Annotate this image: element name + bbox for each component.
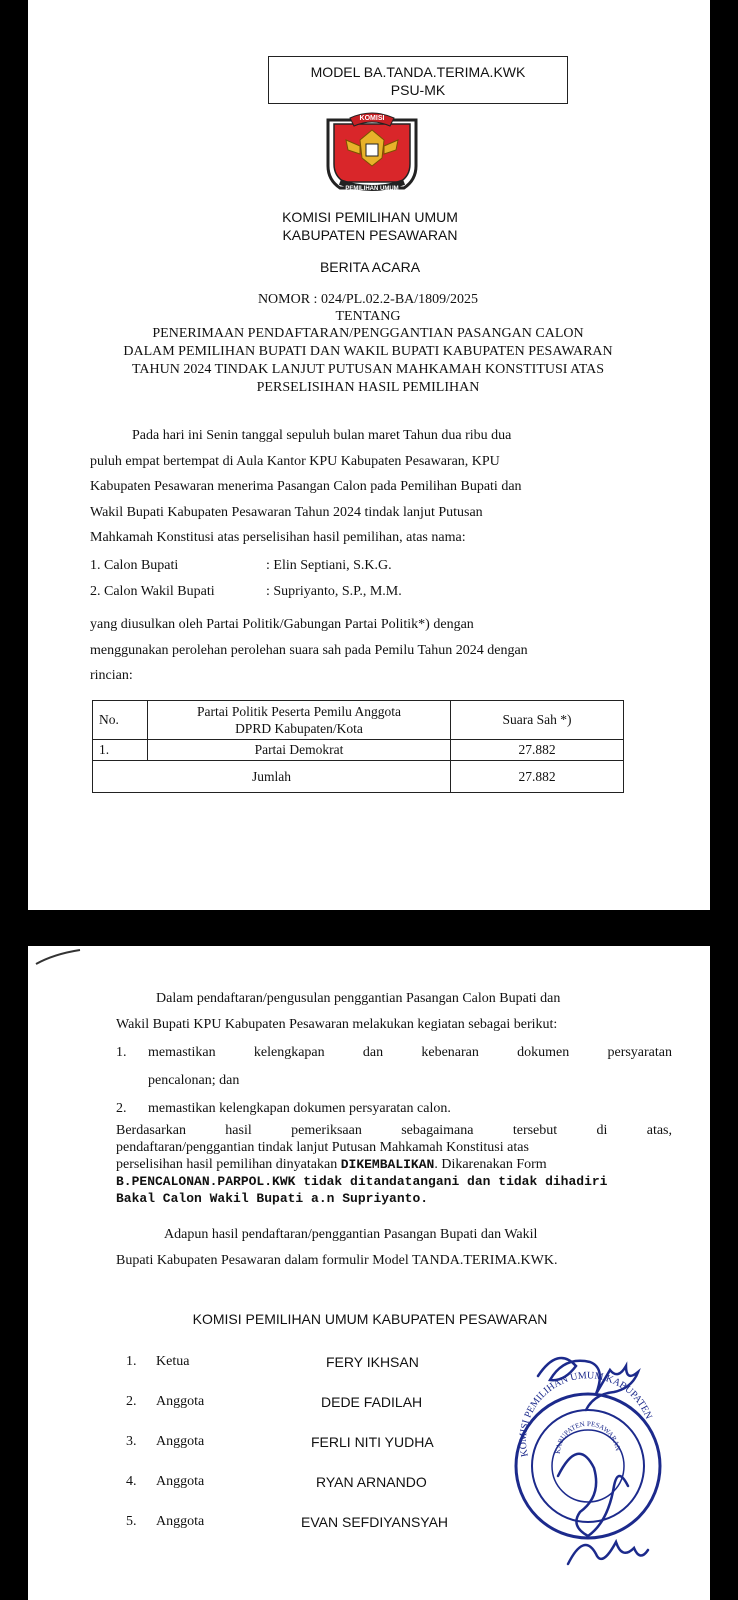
candidate-list — [90, 553, 646, 604]
stamp-inner-text — [554, 1420, 622, 1454]
candidate-row — [90, 553, 646, 579]
paragraph-line — [116, 1156, 672, 1173]
paragraph-line: Kabupaten Pesawaran menerima Pasangan Calon pada Pemilihan Bupati dan — [90, 479, 522, 494]
document-page-2 — [28, 946, 710, 1600]
member-row — [126, 1394, 506, 1434]
row-no: 1. — [93, 740, 148, 761]
list-item-number: 2. — [116, 1100, 127, 1116]
member-name: FERLI NITI YUDHA — [311, 1434, 434, 1450]
row-party: Partai Demokrat — [148, 740, 451, 761]
list-item — [116, 1096, 672, 1122]
activity-intro — [116, 986, 672, 1037]
stamp-inner-textpath: KABUPATEN PESAWARAN — [553, 1419, 622, 1455]
result-text: perselisihan hasil pemilihan dinyatakan — [116, 1157, 341, 1172]
list-item-continuation: pencalonan; dan — [148, 1072, 240, 1088]
member-name: DEDE FADILAH — [321, 1394, 423, 1410]
candidate-name: : Supriyanto, S.P., M.M. — [266, 583, 402, 599]
paragraph-line: Adapun hasil pendaftaran/penggantian Pasangan Bupati dan Wakil — [164, 1227, 538, 1242]
subject-line-3: TAHUN 2024 TINDAK LANJUT PUTUSAN MAHKAMAH KONSTITUSI ATAS — [131, 362, 605, 377]
paragraph-line: Dalam pendaftaran/pengusulan penggantian Pasangan Calon Bupati dan — [156, 991, 561, 1006]
result-text: . Dikarenakan Form — [434, 1157, 547, 1172]
list-item — [116, 1040, 672, 1066]
document-title: BERITA ACARA — [319, 259, 421, 275]
header-votes: Suara Sah *) — [451, 701, 624, 740]
total-row — [93, 761, 624, 793]
member-row — [126, 1514, 506, 1554]
kpu-logo — [320, 110, 424, 194]
member-list — [126, 1354, 506, 1554]
logo-bottom-text: PEMILIHAN UMUM — [345, 186, 399, 192]
header-party-line-2: DPRD Kabupaten/Kota — [235, 721, 363, 736]
official-stamp — [498, 1336, 678, 1576]
paragraph-line: Pada hari ini Senin tanggal sepuluh bulan maret Tahun dua ribu dua — [132, 428, 512, 443]
stamp-outer-ring — [516, 1394, 660, 1538]
member-name: RYAN ARNANDO — [316, 1474, 427, 1490]
model-code-box — [268, 56, 568, 104]
paragraph-line: puluh empat bertempat di Aula Kantor KPU Kabupaten Pesawaran, KPU — [90, 453, 500, 469]
candidate-name: : Elin Septiani, S.K.G. — [266, 558, 392, 573]
member-signature — [568, 1542, 648, 1564]
total-label: Jumlah — [93, 761, 451, 793]
document-number: NOMOR : 024/PL.02.2-BA/1809/2025 — [257, 292, 479, 307]
activity-list — [116, 1040, 672, 1121]
paragraph-line: Wakil Bupati Kabupaten Pesawaran Tahun 2024 tindak lanjut Putusan — [90, 504, 483, 520]
member-row — [126, 1354, 506, 1394]
candidate-role: 1. Calon Bupati — [90, 558, 179, 573]
member-number: 3. — [126, 1434, 137, 1449]
document-page-1 — [28, 0, 710, 910]
table-header-row — [93, 701, 624, 740]
paragraph-line: pendaftaran/penggantian tindak lanjut Putusan Mahkamah Konstitusi atas — [116, 1140, 529, 1155]
subject-line-1: PENERIMAAN PENDAFTARAN/PENGGANTIAN PASANGAN CALON — [152, 326, 584, 341]
member-name: FERY IKHSAN — [326, 1354, 419, 1370]
list-item-number: 1. — [116, 1045, 127, 1060]
member-role: Anggota — [156, 1514, 205, 1529]
member-row — [126, 1474, 506, 1514]
row-votes: 27.882 — [451, 740, 624, 761]
list-item-text: memastikan kelengkapan dokumen persyaratan calon. — [148, 1100, 451, 1116]
model-code: MODEL BA.TANDA.TERIMA.KWK — [310, 64, 526, 80]
pen-mark-icon — [34, 948, 84, 966]
header-no: No. — [93, 701, 148, 740]
tentang-label: TENTANG — [335, 309, 401, 324]
table-row — [93, 740, 624, 761]
document-subject — [68, 325, 668, 397]
commission-name: KOMISI PEMILIHAN UMUM KABUPATEN PESAWARAN — [192, 1311, 548, 1327]
vote-table — [92, 700, 624, 793]
paragraph-line: rincian: — [90, 668, 133, 683]
list-item-text: memastikan kelengkapan dan kebenaran dokumen persyaratan — [148, 1045, 672, 1060]
paragraph-line: B.PENCALONAN.PARPOL.KWK tidak ditandatangani dan tidak dihadiri — [116, 1174, 608, 1189]
total-votes: 27.882 — [451, 761, 624, 793]
member-role: Anggota — [156, 1434, 205, 1449]
logo-top-text: KOMISI — [359, 115, 385, 122]
member-number: 2. — [126, 1394, 137, 1409]
candidate-row — [90, 579, 646, 605]
member-number: 1. — [126, 1354, 137, 1369]
opening-paragraph — [90, 423, 646, 551]
member-row — [126, 1434, 506, 1474]
paragraph-line: menggunakan perolehan perolehan suara sah pada Pemilu Tahun 2024 dengan — [90, 642, 528, 658]
paragraph-line: Bupati Kabupaten Pesawaran dalam formulir Model TANDA.TERIMA.KWK. — [116, 1252, 558, 1268]
paragraph-line: yang diusulkan oleh Partai Politik/Gabungan Partai Politik*) dengan — [90, 617, 474, 632]
model-subcode: PSU-MK — [390, 82, 446, 98]
subject-line-2: DALAM PEMILIHAN BUPATI DAN WAKIL BUPATI KABUPATEN PESAWARAN — [123, 344, 613, 359]
member-number: 5. — [126, 1514, 137, 1529]
member-signature — [558, 1454, 628, 1536]
nomination-paragraph — [90, 612, 646, 689]
org-line-2: KABUPATEN PESAWARAN — [282, 227, 458, 243]
member-role: Anggota — [156, 1394, 205, 1409]
org-header — [170, 208, 570, 244]
member-number: 4. — [126, 1474, 137, 1489]
header-party-line-1: Partai Politik Peserta Pemilu Anggota — [197, 704, 401, 719]
member-role: Ketua — [156, 1354, 190, 1369]
subject-line-4: PERSELISIHAN HASIL PEMILIHAN — [256, 380, 480, 395]
member-role: Anggota — [156, 1474, 205, 1489]
paragraph-line: Bakal Calon Wakil Bupati a.n Supriyanto. — [116, 1191, 429, 1206]
status-returned: DIKEMBALIKAN — [340, 1157, 435, 1172]
closing-paragraph — [116, 1222, 672, 1273]
org-line-1: KOMISI PEMILIHAN UMUM — [282, 209, 458, 225]
header-party — [148, 701, 451, 740]
member-name: EVAN SEFDIYANSYAH — [301, 1514, 449, 1530]
result-paragraph — [116, 1122, 672, 1207]
candidate-role: 2. Calon Wakil Bupati — [90, 583, 215, 599]
paragraph-line: Mahkamah Konstitusi atas perselisihan hasil pemilihan, atas nama: — [90, 530, 466, 545]
paragraph-line: Wakil Bupati KPU Kabupaten Pesawaran melakukan kegiatan sebagai berikut: — [116, 1016, 558, 1032]
stamp-outer-textpath: KOMISI PEMILIHAN UMUM KABUPATEN — [517, 1370, 654, 1458]
paragraph-line: Berdasarkan hasil pemeriksaan sebagaimana tersebut di atas, — [116, 1123, 672, 1138]
